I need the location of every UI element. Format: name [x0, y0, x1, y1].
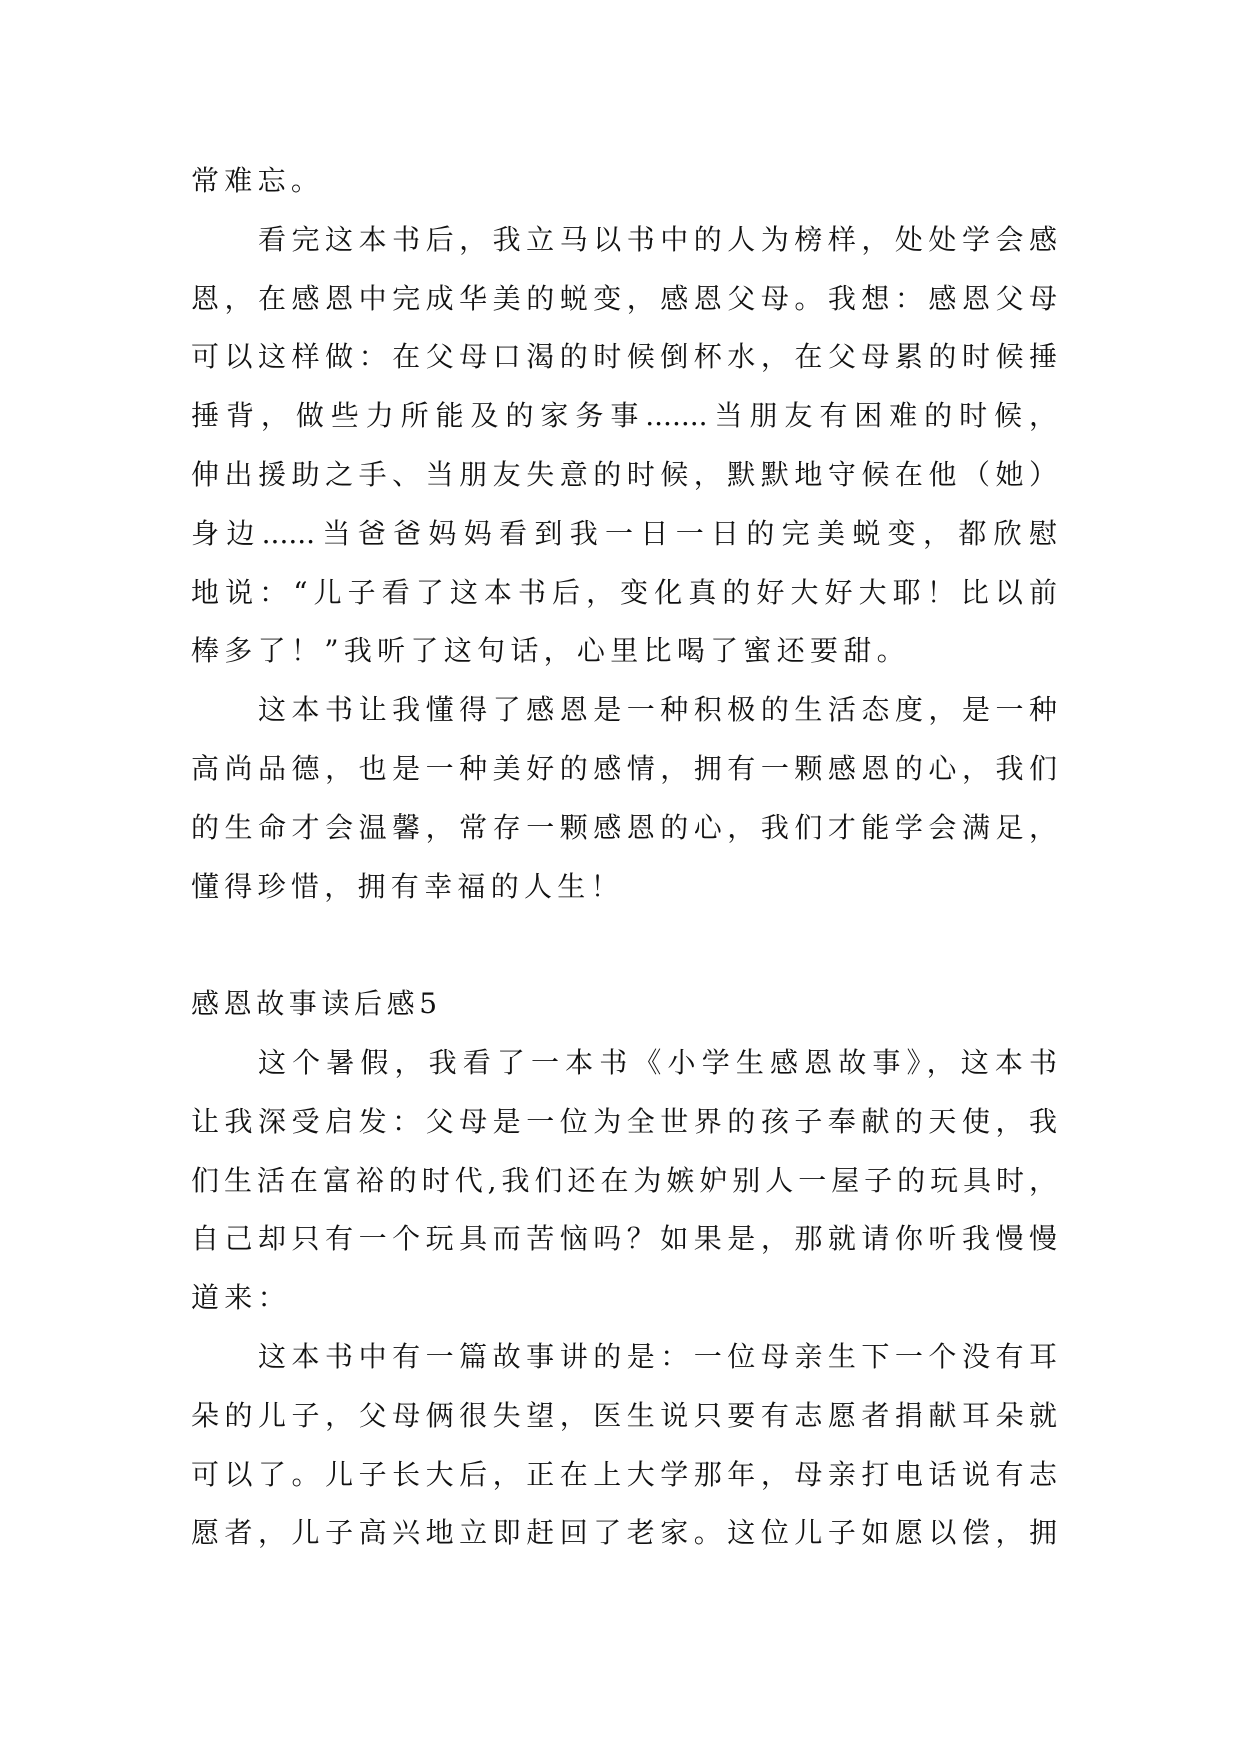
paragraph — [191, 211, 1057, 681]
blank-line — [191, 916, 1057, 975]
text-line: 高尚品德，也是一种美好的感情，拥有一颗感恩的心，我们 — [191, 751, 1057, 785]
text-line: 这本书让我懂得了感恩是一种积极的生活态度，是一种 — [258, 693, 1057, 727]
text-line: 常难忘。 — [191, 164, 325, 197]
document-body — [191, 152, 1057, 1563]
text-line: 身边......当爸爸妈妈看到我一日一日的完美蜕变，都欣慰 — [191, 516, 1057, 550]
text-line: 懂得珍惜，拥有幸福的人生！ — [191, 869, 624, 903]
paragraph — [191, 681, 1057, 916]
text-line: 可以这样做：在父母口渴的时候倒杯水，在父母累的时候捶 — [191, 340, 1057, 374]
text-line: 们生活在富裕的时代,我们还在为嫉妒别人一屋子的玩具时， — [191, 1163, 1057, 1197]
paragraph-continuation — [191, 152, 1057, 211]
text-line: 朵的儿子，父母俩很失望，医生说只要有志愿者捐献耳朵就 — [191, 1398, 1057, 1432]
text-line: 这本书中有一篇故事讲的是：一位母亲生下一个没有耳 — [258, 1339, 1057, 1373]
text-line: 捶背，做些力所能及的家务事.......当朋友有困难的时候， — [191, 399, 1057, 433]
paragraph — [191, 1034, 1057, 1328]
text-line: 自己却只有一个玩具而苦恼吗？如果是，那就请你听我慢慢 — [191, 1222, 1057, 1256]
text-line: 让我深受启发：父母是一位为全世界的孩子奉献的天使，我 — [191, 1104, 1057, 1138]
text-line: 可以了。儿子长大后，正在上大学那年，母亲打电话说有志 — [191, 1457, 1057, 1491]
text-line: 的生命才会温馨，常存一颗感恩的心，我们才能学会满足， — [191, 810, 1057, 844]
paragraph — [191, 1328, 1057, 1563]
text-line: 伸出援助之手、当朋友失意的时候，默默地守候在他（她） — [191, 457, 1057, 491]
text-line: 恩，在感恩中完成华美的蜕变，感恩父母。我想：感恩父母 — [191, 281, 1057, 315]
section-heading-block — [191, 975, 1057, 1034]
text-line: 这个暑假，我看了一本书《小学生感恩故事》，这本书 — [258, 1045, 1057, 1079]
section-heading: 感恩故事读后感5 — [191, 987, 442, 1021]
text-line: 地说：“儿子看了这本书后，变化真的好大好大耶！比以前 — [191, 575, 1057, 609]
text-line: 看完这本书后，我立马以书中的人为榜样，处处学会感 — [258, 222, 1057, 256]
text-line: 愿者，儿子高兴地立即赶回了老家。这位儿子如愿以偿，拥 — [191, 1516, 1057, 1550]
text-line: 道来： — [191, 1281, 291, 1315]
text-line: 棒多了！”我听了这句话，心里比喝了蜜还要甜。 — [191, 634, 910, 668]
